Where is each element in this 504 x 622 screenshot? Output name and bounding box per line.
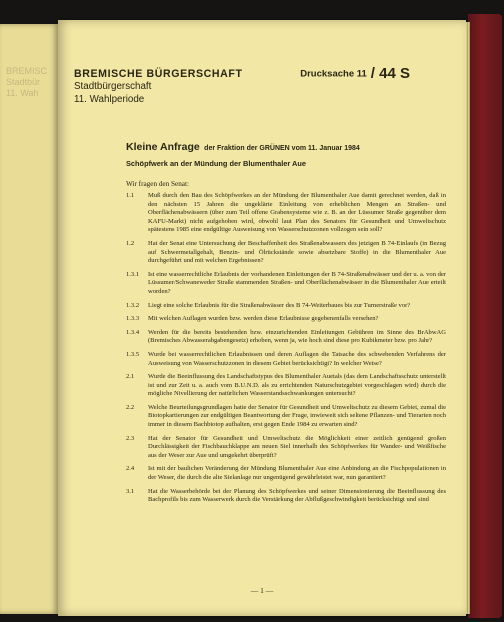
document-page: [58, 20, 466, 616]
page-edges: [466, 22, 470, 614]
question-item: [126, 271, 446, 297]
org-subtitle: Stadtbürgerschaft: [74, 81, 152, 92]
question-item: [126, 240, 446, 266]
binder-cover: [468, 14, 502, 618]
question-text: Werden für die bereits bestehenden bzw. einzurichtenden Einleitungen Gebühren im Sinne des BrAbwAG (Bremisches Abwasserabgabengesetz) erhoben, wenn ja, wie hoch sind diese pro Kubikmeter bzw. pro Jahr?: [148, 328, 446, 345]
anfrage-title: Kleine Anfrage: [126, 141, 200, 153]
question-text: Wurde die Beeinflussung des Landschaftstypus des Blumenthaler Auetals (das dem Landschaftsschutz unterstellt ist und zur Zeit u. a. auch vom B.U.N.D. als zu errichtenden Naturschutzgebiet vorgeschlagen wird) durch die mögliche Nivellierung der natürlichen Wasserstandsschwankungen untersucht?: [148, 373, 446, 398]
question-item: [126, 488, 446, 505]
question-number: 2.1: [126, 373, 135, 381]
question-number: 2.3: [126, 434, 135, 442]
question-number: 1.3.1: [126, 270, 140, 278]
question-text: Liegt eine solche Erlaubnis für die Straßenabwässer des B 74-Weiterbaues bis zur Turnerstraße vor?: [148, 301, 411, 309]
question-text: Wurde bei wasserrechtlichen Erlaubnissen und deren Auflagen die Tatsache des schwebenden Verfahrens der Ausweisung von Wasserschutzzonen in diesem Gebiet berücksichtigt? In welcher Weise?: [148, 350, 446, 367]
question-text: Welche Beurteilungsgrundlagen hatte der Senator für Gesundheit und Umweltschutz zu diesem Gebiet, zumal die Biotopkartierungen zur endgültigen Beantwortung der Frage, inwieweit sich seltene Pflanzen- und Tierarten noch immer in diesem Bachbiotop aufhalten, erst gegen Ende 1984 zu erwarten sind?: [148, 403, 446, 429]
question-text: Mit welchen Auflagen wurden bzw. werden diese Erlaubnisse gegebenenfalls versehen?: [148, 315, 379, 323]
question-number: 1.2: [126, 239, 135, 247]
question-number: 2.2: [126, 403, 135, 411]
question-item: [126, 192, 446, 235]
page-number: — 1 —: [250, 586, 274, 595]
election-period: 11. Wahlperiode: [74, 94, 145, 105]
question-item: [126, 329, 446, 346]
drucksache-label: Drucksache 11: [300, 68, 367, 80]
question-number: 1.1: [126, 192, 135, 199]
previous-page: [0, 24, 58, 614]
previous-page-text: [6, 66, 47, 99]
anfrage-from: der Fraktion der GRÜNEN vom 11. Januar 1984: [204, 145, 360, 152]
previous-page-line: BREMISC: [6, 66, 48, 76]
question-number: 1.3.2: [126, 301, 140, 309]
intro-line: Wir fragen den Senat:: [126, 180, 189, 188]
question-text: Hat der Senator für Gesundheit und Umweltschutz die Möglichkeit einer zeitlich genügend großen Durchlässigkeit der Fischbauchklappe am neuen Siel innerhalb des Schöpfwerkes für Wander- und Weißfische aus der Weser zur Aue und umgekehrt überprüft?: [148, 434, 446, 459]
document-subject: Schöpfwerk an der Mündung der Blumenthaler Aue: [126, 159, 306, 168]
previous-page-line: 11. Wah: [6, 88, 39, 98]
previous-page-line: Stadtbür: [6, 77, 41, 87]
question-item: [126, 465, 446, 482]
question-text: Hat der Senat eine Untersuchung der Beschaffenheit des Straßenabwassers des jetzigen B 74-Einlaufs (in Bezug auf Schwermetallgehalt, Benzin- und Ölrückstände sowie absetzbare Stoffe) in die Blumenthaler Aue durchgeführt und mit welchen Ergebnissen?: [148, 239, 446, 265]
question-item: [126, 435, 446, 461]
question-text: Ist eine wasserrechtliche Erlaubnis der vorhandenen Einleitungen der B 74-Straßenabwässer und der u. a. von der Lüssumer/Schwaneweder Straße stammenden Straßen- und Oberflächenabwässer in die Blumenthaler Aue erteilt worden?: [148, 270, 446, 295]
question-text: Muß durch den Bau des Schöpfwerkes an der Mündung der Blumenthaler Aue damit gerechnet werden, daß in den nächsten 15 Jahren die ungeklärte Einleitung von erheblichen Mengen an Straßen- und Oberflächenabwässern (über zum Teil offene Grabensysteme wie z. B. an der Lüssumer Straße gegenüber dem KAFU-Markt) nicht aufgehoben wird, obwohl laut Plan des Senators für Gesundheit und Umweltschutz spätestens 1985 eine endgültige Ausweisung von Wasserschutzzonen vollzogen sein soll?: [148, 192, 446, 234]
letterhead: [74, 68, 243, 106]
document-heading: [126, 137, 360, 155]
drucksache-number: / 44 S: [370, 65, 410, 83]
question-item: [126, 315, 446, 324]
drucksache: [300, 65, 410, 83]
question-number: 2.4: [126, 465, 135, 473]
question-number: 1.3.5: [126, 350, 140, 358]
question-number: 1.3.3: [126, 315, 140, 323]
question-list: [126, 192, 446, 510]
question-item: [126, 351, 446, 368]
question-item: [126, 302, 446, 311]
question-item: [126, 404, 446, 430]
question-number: 3.1: [126, 487, 135, 495]
question-text: Ist mit der baulichen Veränderung der Mündung Blumenthaler Aue eine Anbindung an die Fischpopulationen in der Weser, die durch die alte Sielanlage nur ungenügend gewährleistet war, nun garantiert?: [148, 465, 446, 482]
question-number: 1.3.4: [126, 328, 140, 336]
org-title: BREMISCHE BÜRGERSCHAFT: [74, 68, 243, 80]
question-item: [126, 373, 446, 399]
question-text: Hat die Wasserbehörde bei der Planung des Schöpfwerkes und seiner Dimensionierung die Beeinflussung des Bachprofils bis zum Wasserwerk durch die Verstärkung der Abflußgeschwindigkeit berücksichtigt und sind: [148, 487, 446, 504]
